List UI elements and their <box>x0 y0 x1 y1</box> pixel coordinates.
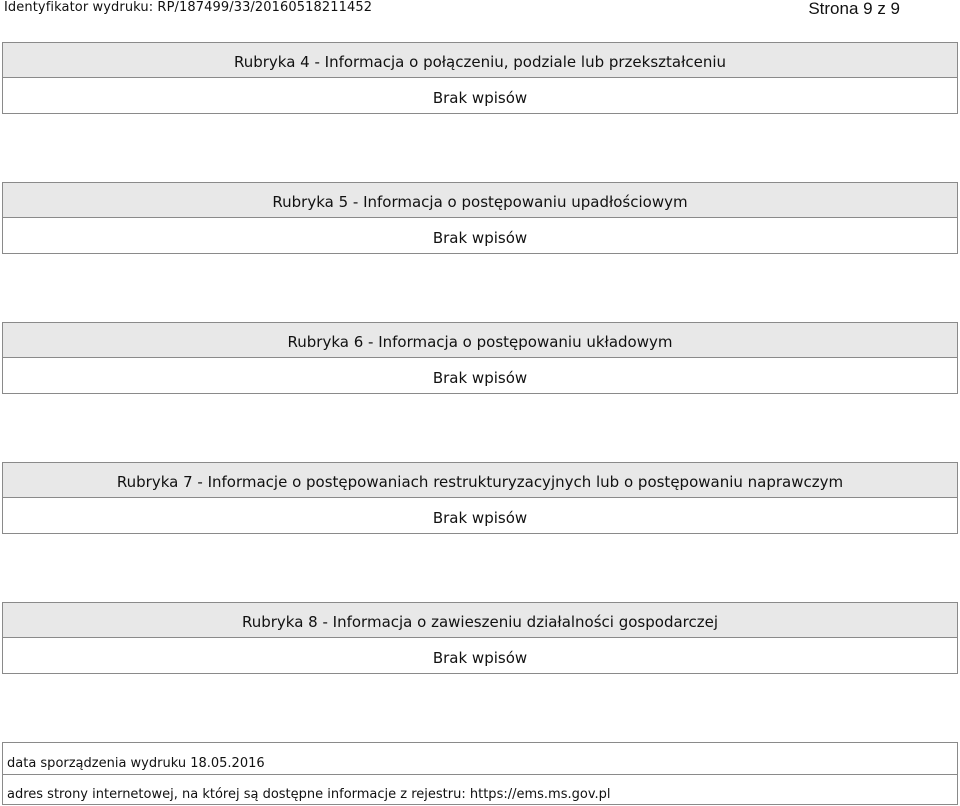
document-identifier: Identyfikator wydruku: RP/187499/33/20160518211452 <box>4 0 373 15</box>
section-content: Brak wpisów <box>2 498 958 534</box>
section-title: Rubryka 8 - Informacja o zawieszeniu działalności gospodarczej <box>2 602 958 638</box>
section-rubryka-8 <box>2 602 958 674</box>
registry-address: adres strony internetowej, na której są dostępne informacje z rejestru: https://ems.ms.gov.pl <box>3 774 957 805</box>
section-rubryka-6 <box>2 322 958 394</box>
section-title: Rubryka 5 - Informacja o postępowaniu upadłościowym <box>2 182 958 218</box>
section-content: Brak wpisów <box>2 218 958 254</box>
print-date: data sporządzenia wydruku 18.05.2016 <box>7 756 265 771</box>
section-title: Rubryka 6 - Informacja o postępowaniu układowym <box>2 322 958 358</box>
section-rubryka-5 <box>2 182 958 254</box>
section-content: Brak wpisów <box>2 358 958 394</box>
section-rubryka-7 <box>2 462 958 534</box>
section-content: Brak wpisów <box>2 638 958 674</box>
page-number: Strona 9 z 9 <box>808 0 900 18</box>
section-content: Brak wpisów <box>2 78 958 114</box>
section-title: Rubryka 4 - Informacja o połączeniu, podziale lub przekształceniu <box>2 42 958 78</box>
section-title: Rubryka 7 - Informacje o postępowaniach restrukturyzacyjnych lub o postępowaniu naprawczym <box>2 462 958 498</box>
print-footer <box>2 742 958 805</box>
page-header <box>0 0 960 18</box>
section-rubryka-4 <box>2 42 958 114</box>
